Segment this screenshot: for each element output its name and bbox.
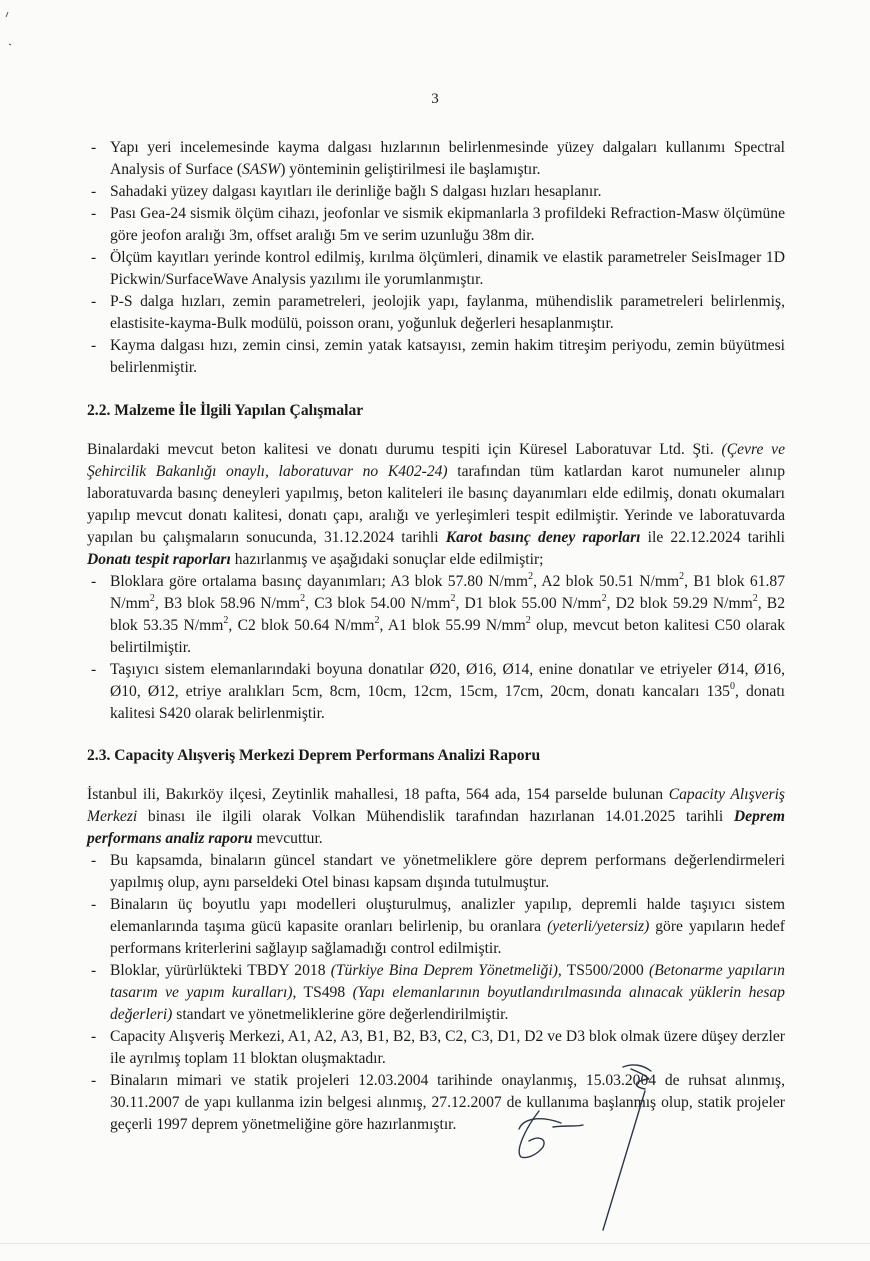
section-2-2-paragraph: Binalardaki mevcut beton kalitesi ve donatı durumu tespiti için Küresel Laboratuvar Ltd. Şti. (Çevre ve Şehircilik Bakanlığı onaylı, laboratuvar no K402-24) tarafından tüm katlardan karot numuneler alınıp laboratuvarda basınç deneyleri yapılmış, beton kaliteleri ile basınç dayanımları elde edilmiş, donatı okumaları yapılıp mevcut donatı kalitesi, donatı çapı, aralığı ve yerleşimleri tespit edilmiştir. Yerinde ve laboratuvarda yapılan bu çalışmaların sonucunda, 31.12.2024 tarihli Karot basınç deney raporları ile 22.12.2024 tarihli Donatı tespit raporları hazırlanmış ve aşağıdaki sonuçlar elde edilmiştir; xyxy=(87,441,786,568)
intro-bullet-list xyxy=(87,137,785,379)
list-item: - Bloklara göre ortalama basınç dayanımları; A3 blok 57.80 $N/mm^2$, A2 blok 50.51 $N/mm^2$, B1 blok 61.87 $N/mm^2$, B3 blok 58.96 $N/mm^2$, C3 blok 54.00 $N/mm^2$, D1 blok 55.00 $N/mm^2$, D2 blok 59.29 $N/mm^2$, B2 blok 53.35 $N/mm^2$, C2 blok 50.64 $N/mm^2$, A1 blok 55.99 $N/mm^2$ olup, mevcut beton kalitesi C50 olarak belirtilmiştir. xyxy=(87,571,785,659)
section-heading-2-2: 2.2. Malzeme İle İlgili Yapılan Çalışmalar xyxy=(87,402,364,419)
list-item: - P-S dalga hızları, zemin parametreleri, jeolojik yapı, faylanma, mühendislik parametreleri belirlenmiş, elastisite-kayma-Bulk modülü, poisson oranı, yoğunluk değerleri hesaplanmıştır. xyxy=(87,291,785,335)
handwritten-signature xyxy=(505,1055,675,1245)
performance-report-list xyxy=(87,850,785,1136)
material-results-list xyxy=(87,571,785,725)
list-item: - Yapı yeri incelemesinde kayma dalgası hızlarının belirlenmesinde yüzey dalgaları kullanımı Spectral Analysis of Surface (SASW) yönteminin geliştirilmesi ile başlamıştır. xyxy=(87,137,785,181)
list-item: - Bloklar, yürürlükteki TBDY 2018 (Türkiye Bina Deprem Yönetmeliği), TS500/2000 (Betonarme yapıların tasarım ve yapım kuralları), TS498 (Yapı elemanlarının boyutlandırılmasında alınacak yüklerin hesap değerleri) standart ve yönetmeliklerine göre değerlendirilmiştir. xyxy=(87,960,785,1026)
section-2-3-paragraph: İstanbul ili, Bakırköy ilçesi, Zeytinlik mahallesi, 18 pafta, 564 ada, 154 parselde bulunan Capacity Alışveriş Merkezi binası ile ilgili olarak Volkan Mühendislik tarafından hazırlanan 14.01.2025 tarihli Deprem performans analiz raporu mevcuttur. xyxy=(87,786,785,847)
list-item: - Bu kapsamda, binaların güncel standart ve yönetmeliklere göre deprem performans değerlendirmeleri yapılmış olup, aynı parseldeki Otel binası kapsam dışında tutulmuştur. xyxy=(87,850,785,894)
list-item: - Binaların mimari ve statik projeleri 12.03.2004 tarihinde onaylanmış, 15.03.2004 de ruhsat alınmış, 30.11.2007 de yapı kullanma izin belgesi alınmış, 27.12.2007 de kullanıma başlanmış olup, statik projeler geçerli 1997 deprem yönetmeliğine göre hazırlanmıştır. xyxy=(87,1070,785,1136)
page-content xyxy=(87,137,785,1136)
list-item: - Kayma dalgası hızı, zemin cinsi, zemin yatak katsayısı, zemin hakim titreşim periyodu, zemin büyütmesi belirlenmiştir. xyxy=(87,335,785,379)
list-item: - Pası Gea-24 sismik ölçüm cihazı, jeofonlar ve sismik ekipmanlarla 3 profildeki Refraction-Masw ölçümüne göre jeofon aralığı 3m, offset aralığı 5m ve serim uzunluğu 38m dir. xyxy=(87,203,785,247)
list-item: - Ölçüm kayıtları yerinde kontrol edilmiş, kırılma ölçümleri, dinamik ve elastik parametreler SeisImager 1D Pickwin/SurfaceWave Analysis yazılımı ile yorumlanmıştır. xyxy=(87,247,785,291)
list-item: - Capacity Alışveriş Merkezi, A1, A2, A3, B1, B2, B3, C2, C3, D1, D2 ve D3 blok olmak üzere düşey derzler ile ayrılmış toplam 11 bloktan oluşmaktadır. xyxy=(87,1026,785,1070)
list-item: - Sahadaki yüzey dalgası kayıtları ile derinliğe bağlı S dalgası hızları hesaplanır. xyxy=(87,181,785,203)
section-heading-2-3: 2.3. Capacity Alışveriş Merkezi Deprem Performans Analizi Raporu xyxy=(87,747,541,764)
scan-edge-line xyxy=(0,1243,870,1244)
list-item: - Taşıyıcı sistem elemanlarındaki boyuna donatılar Ø20, Ø16, Ø14, enine donatılar ve etriyeler Ø14, Ø16, Ø10, Ø12, etriye aralıkları 5cm, 8cm, 10cm, 12cm, 15cm, 17cm, 20cm, donatı kancaları $135^0$, donatı kalitesi S420 olarak belirlenmiştir. xyxy=(87,659,785,725)
scan-mark xyxy=(2,4,16,54)
page-number: 3 xyxy=(431,91,439,107)
list-item: - Binaların üç boyutlu yapı modelleri oluşturulmuş, analizler yapılıp, depremli halde taşıyıcı sistem elemanlarında taşıma gücü kapasite oranları belirlenip, bu oranlara (yeterli/yetersiz) göre yapıların hedef performans kriterlerini sağlayıp sağlamadığı control edilmiştir. xyxy=(87,894,785,960)
